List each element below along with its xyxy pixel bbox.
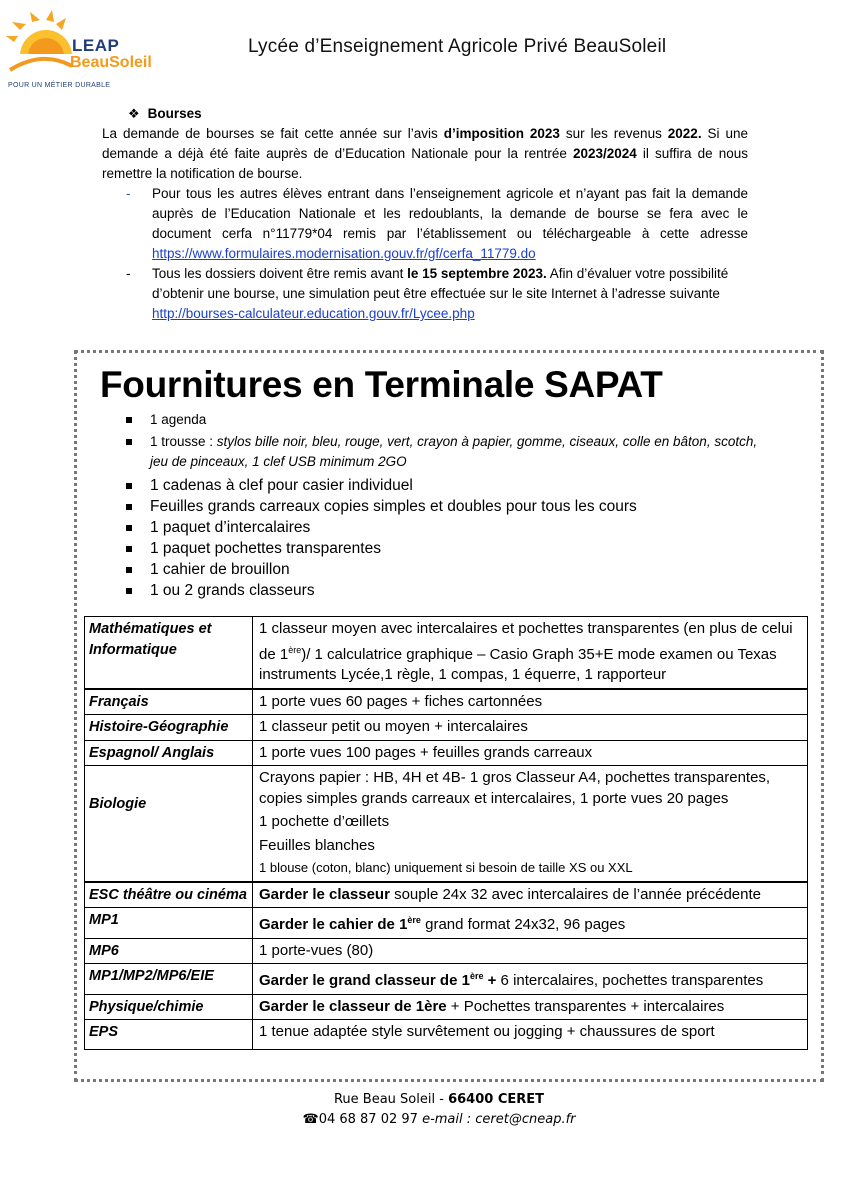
supply-item [126,559,766,580]
requirement-cell: 1 porte vues 60 pages + fiches cartonnées [253,689,808,715]
subject-cell: Physique/chimie [85,994,253,1020]
bourses-text-bold: d’imposition 2023 [443,126,560,141]
dash-bullet-icon: - [126,266,131,281]
supply-item [126,496,766,517]
supply-item-text: 1 trousse : [150,434,217,449]
sun-logo-icon [6,10,76,82]
supply-item [126,432,766,472]
logo-text-beausoleil: BeauSoleil [70,54,152,71]
supply-item [126,475,766,496]
subject-cell: EPS [85,1020,253,1050]
bourses-text-bold: 2023/2024 [572,146,637,161]
requirement-text-bold: + [483,972,497,989]
trousse-detail: stylos bille noir, bleu, rouge, vert, crayon à papier, gomme, ciseaux, colle en bâton, scotch, jeu de pinceaux, 1 clef USB minimum 2GO [150,434,758,469]
requirement-text: + Pochettes transparentes + intercalaires [446,997,725,1015]
square-bullet-icon [126,525,132,531]
bourses-list-item [102,184,748,264]
subject-cell: ESC théâtre ou cinéma [85,882,253,908]
subject-cell: MP1 [85,908,253,939]
requirement-cell: 1 porte vues 100 pages + feuilles grands carreaux [253,740,808,766]
supply-item [126,538,766,559]
bourses-list-item [102,264,748,324]
table-row [85,715,808,741]
table-row [85,766,808,882]
square-bullet-icon [126,567,132,573]
school-logo [6,10,166,96]
requirement-cell [253,617,808,689]
bourses-paragraph [102,124,748,184]
table-row [85,689,808,715]
bourses-text: sur les revenus [559,126,668,141]
diamond-bullet-icon: ❖ [128,106,140,121]
requirement-cell [253,766,808,882]
bourses-text: La demande de bourses se fait cette année sur l’avis [102,126,444,141]
phone-number: 04 68 87 02 97 [318,1112,418,1127]
footer-phone-email [30,1110,848,1130]
simulator-link[interactable]: http://bourses-calculateur.education.gouv.fr/Lycee.php [152,306,475,321]
requirement-text: 1 blouse (coton, blanc) uniquement si besoin de taille XS ou XXL [259,860,633,875]
supply-item-text: 1 paquet d’intercalaires [150,519,311,536]
supply-item-text: 1 cahier de brouillon [150,561,290,578]
requirement-text: 1 pochette d’œillets [259,813,390,830]
subject-cell: Espagnol/ Anglais [85,740,253,766]
supply-item-text: 1 agenda [150,412,207,427]
square-bullet-icon [126,483,132,489]
subject-cell: Français [85,689,253,715]
supply-item-text: 1 paquet pochettes transparentes [150,540,381,557]
table-row [85,617,808,689]
requirement-text: Feuilles blanches [259,836,375,854]
requirement-text: 1 classeur moyen avec intercalaires et pochettes transparentes (en plus de celui de 1 [259,620,793,663]
subject-cell: MP6 [85,938,253,964]
logo-tagline: POUR UN MÉTIER DURABLE [8,82,111,89]
bourses-heading [128,104,774,124]
requirement-text-bold: Garder le cahier de 1 [259,916,408,933]
requirement-cell [253,994,808,1020]
square-bullet-icon [126,417,132,423]
requirement-cell [253,908,808,939]
requirement-text: 6 intercalaires, pochettes transparentes [496,972,764,989]
bourses-item-text: Pour tous les autres élèves entrant dans l’enseignement agricole et n’ayant pas fait la demande auprès de l’Education Nationale et les redoublants, la demande de bourse se fera avec le document cerfa n°11779*04 remis par l’établissement ou téléchargeable à cette adresse [152,186,748,241]
supplies-list [126,410,766,601]
table-row [85,994,808,1020]
subject-cell: Mathématiques et Informatique [85,617,253,689]
requirement-cell [253,882,808,908]
postal-city: 66400 CERET [448,1092,544,1107]
table-row [85,908,808,939]
requirement-text-bold: Garder le grand classeur de 1 [259,972,470,989]
superscript: ère [407,915,421,925]
square-bullet-icon [126,439,132,445]
supplies-by-subject-table [84,616,808,1050]
table-row [85,740,808,766]
requirement-text-bold: Garder le classeur [259,885,390,903]
square-bullet-icon [126,546,132,552]
cerfa-link[interactable]: https://www.formulaires.modernisation.gouv.fr/gf/cerfa_11779.do [152,246,536,261]
requirement-cell: 1 classeur petit ou moyen + intercalaires [253,715,808,741]
requirement-text: Crayons papier : HB, 4H et 4B- 1 gros Classeur A4, pochettes transparentes, copies simples grands carreaux et intercalaires, 1 porte vues 20 pages [259,769,771,807]
footer-contact [0,1090,848,1130]
square-bullet-icon [126,504,132,510]
bourses-item-text: Afin d’évaluer votre possibilité d’obtenir une bourse, une simulation peut être effectuée sur le site Internet à l’adresse suivante [152,266,729,301]
bourses-heading-text: Bourses [147,106,202,121]
subject-cell: Histoire-Géographie [85,715,253,741]
bourses-text: il suffira de nous remettre la notification de bourse. [102,146,748,181]
requirement-text: grand format 24x32, 96 pages [420,916,626,933]
subject-cell: MP1/MP2/MP6/EIE [85,964,253,995]
bourses-item-text: Tous les dossiers doivent être remis avant [152,266,408,281]
superscript: ère [469,971,484,981]
bourses-text-bold: 2022. [667,126,702,141]
table-row [85,964,808,995]
square-bullet-icon [126,588,132,594]
supply-item [126,517,766,538]
table-row [85,1020,808,1050]
supply-item [126,580,766,601]
table-row [85,938,808,964]
footer-address [30,1090,848,1110]
superscript: ère [288,644,302,655]
dash-bullet-icon: - [126,186,131,201]
supply-item-text: 1 ou 2 grands classeurs [150,582,315,599]
table-row [85,882,808,908]
email-address: e-mail : ceret@cneap.fr [417,1112,576,1127]
supply-item-text: 1 cadenas à clef pour casier individuel [150,477,413,494]
supplies-title: Fournitures en Terminale SAPAT [100,364,663,405]
school-name: Lycée d’Enseignement Agricole Privé BeauSoleil [248,36,667,57]
supply-item-text: Feuilles grands carreaux copies simples et doubles pour tous les cours [150,498,637,515]
requirement-cell: 1 tenue adaptée style survêtement ou jogging + chaussures de sport [253,1020,808,1050]
subject-cell: Biologie [85,766,253,882]
supply-item [126,410,766,430]
address-text: Rue Beau Soleil - [333,1092,449,1107]
deadline-date: le 15 septembre 2023. [407,266,547,281]
requirement-text: )/ 1 calculatrice graphique – Casio Graph 35+E mode examen ou Texas instruments Lycée,1 règle, 1 compas, 1 équerre, 1 rapporteur [259,645,777,683]
bourses-section [102,104,748,324]
requirement-text-bold: Garder le classeur de 1ère [259,997,447,1015]
requirement-text: souple 24x 32 avec intercalaires de l’année précédente [389,885,762,903]
phone-icon: ☎ [302,1112,319,1127]
logo-text-leap: LEAP [72,36,120,55]
requirement-cell [253,964,808,995]
bourses-text: Si une demande a déjà été faite auprès de d’Education Nationale pour la rentrée [102,126,749,161]
requirement-cell: 1 porte-vues (80) [253,938,808,964]
